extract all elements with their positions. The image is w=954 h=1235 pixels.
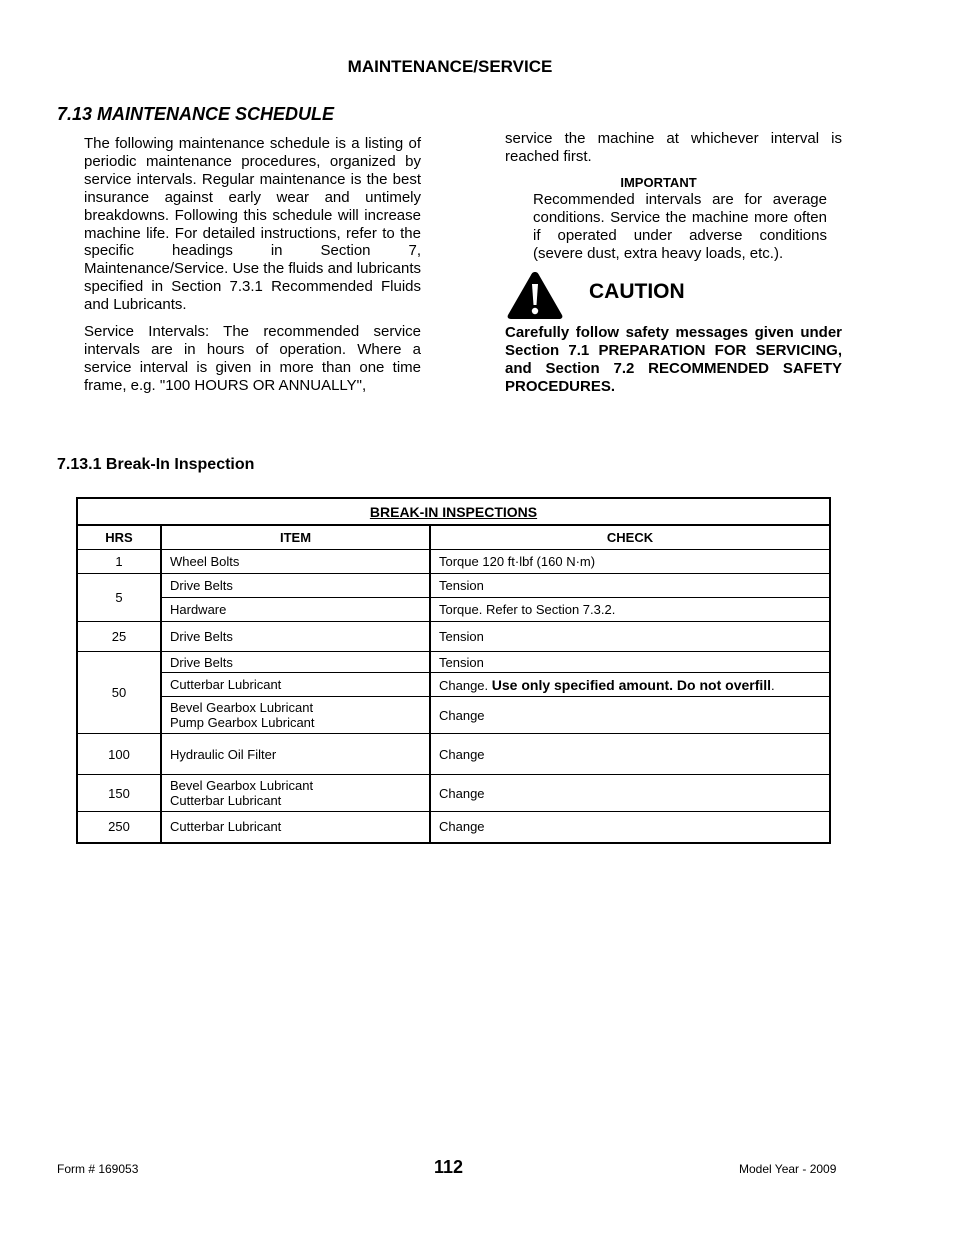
- hrs-cell: 1: [77, 550, 161, 574]
- check-end: .: [771, 677, 775, 693]
- table-row: [77, 574, 830, 598]
- service-intervals-paragraph: Service Intervals: The recommended service intervals are in hours of operation. Where a service interval is given in more than one time frame, e.g. "100 HOURS OR ANNUALLY",: [84, 323, 421, 394]
- check-cell: [430, 673, 830, 697]
- item-cell: [161, 775, 430, 812]
- check-cell: Change: [430, 697, 830, 734]
- table-title: BREAK-IN INSPECTIONS: [77, 498, 830, 525]
- section-title: 7.13 MAINTENANCE SCHEDULE: [57, 104, 335, 124]
- running-header: MAINTENANCE/SERVICE: [347, 57, 553, 76]
- intro-paragraph: The following maintenance schedule is a listing of periodic maintenance procedures, organized by service intervals. Regular maintenance is the best insurance against early wear and untimely breakdowns. Following this schedule will increase machine life. For detailed instructions, refer to the specific headings in Section 7, Maintenance/Service. Use the fluids and lubricants specified in Section 7.3.1 Recommended Fluids and Lubricants.: [84, 135, 421, 314]
- important-label: IMPORTANT: [620, 175, 697, 190]
- check-cell: Tension: [430, 622, 830, 652]
- check-text: Change.: [439, 677, 489, 693]
- overfill-warning-note: Use only specified amount. Do not overfill: [491, 676, 772, 693]
- subsection-title: 7.13.1 Break-In Inspection: [57, 456, 255, 473]
- hrs-cell: 250: [77, 812, 161, 843]
- item-line: Bevel Gearbox Lubricant: [170, 700, 314, 715]
- check-cell: Torque. Refer to Section 7.3.2.: [430, 598, 830, 622]
- check-cell: Tension: [430, 574, 830, 598]
- hrs-cell: 100: [77, 734, 161, 775]
- item-cell: Drive Belts: [161, 622, 430, 652]
- item-cell: Hydraulic Oil Filter: [161, 734, 430, 775]
- hrs-cell: 25: [77, 622, 161, 652]
- item-cell: Drive Belts: [161, 652, 430, 673]
- break-in-inspections-table: [76, 497, 831, 844]
- important-text: Recommended intervals are for average conditions. Service the machine more often if operated under adverse conditions (severe dust, extra heavy loads, etc.).: [533, 191, 827, 262]
- table-row: [77, 652, 830, 673]
- table-row: [77, 622, 830, 652]
- hrs-cell: 5: [77, 574, 161, 622]
- item-cell: Cutterbar Lubricant: [161, 673, 430, 697]
- item-line: Bevel Gearbox Lubricant: [170, 778, 314, 793]
- check-cell: Change: [430, 734, 830, 775]
- caution-text: Carefully follow safety messages given under Section 7.1 PREPARATION FOR SERVICING, and Section 7.2 RECOMMENDED SAFETY PROCEDURES.: [505, 324, 842, 395]
- item-cell: [161, 697, 430, 734]
- table-row: [77, 697, 830, 734]
- table-row: [77, 598, 830, 622]
- column-header-item: ITEM: [161, 525, 430, 550]
- form-number: Form # 169053: [57, 1162, 139, 1176]
- table-row: [77, 734, 830, 775]
- service-intervals-continued: service the machine at whichever interval is reached first.: [505, 130, 842, 165]
- item-cell: Wheel Bolts: [161, 550, 430, 574]
- check-cell: Change: [430, 775, 830, 812]
- item-line: Cutterbar Lubricant: [170, 793, 282, 808]
- hrs-cell: 150: [77, 775, 161, 812]
- check-cell: Tension: [430, 652, 830, 673]
- item-cell: Drive Belts: [161, 574, 430, 598]
- column-header-check: CHECK: [430, 525, 830, 550]
- column-header-hrs: HRS: [77, 525, 161, 550]
- table-row: [77, 775, 830, 812]
- caution-label: CAUTION: [589, 280, 685, 303]
- check-cell: Change: [430, 812, 830, 843]
- table-row: [77, 550, 830, 574]
- item-cell: Cutterbar Lubricant: [161, 812, 430, 843]
- item-line: Pump Gearbox Lubricant: [170, 715, 315, 730]
- table-row: [77, 673, 830, 697]
- hrs-cell: 50: [77, 652, 161, 734]
- warning-triangle-icon: [506, 270, 564, 320]
- table-row: [77, 812, 830, 843]
- check-cell: Torque 120 ft·lbf (160 N·m): [430, 550, 830, 574]
- model-year: Model Year - 2009: [739, 1162, 837, 1176]
- page-number: 112: [434, 1157, 464, 1177]
- item-cell: Hardware: [161, 598, 430, 622]
